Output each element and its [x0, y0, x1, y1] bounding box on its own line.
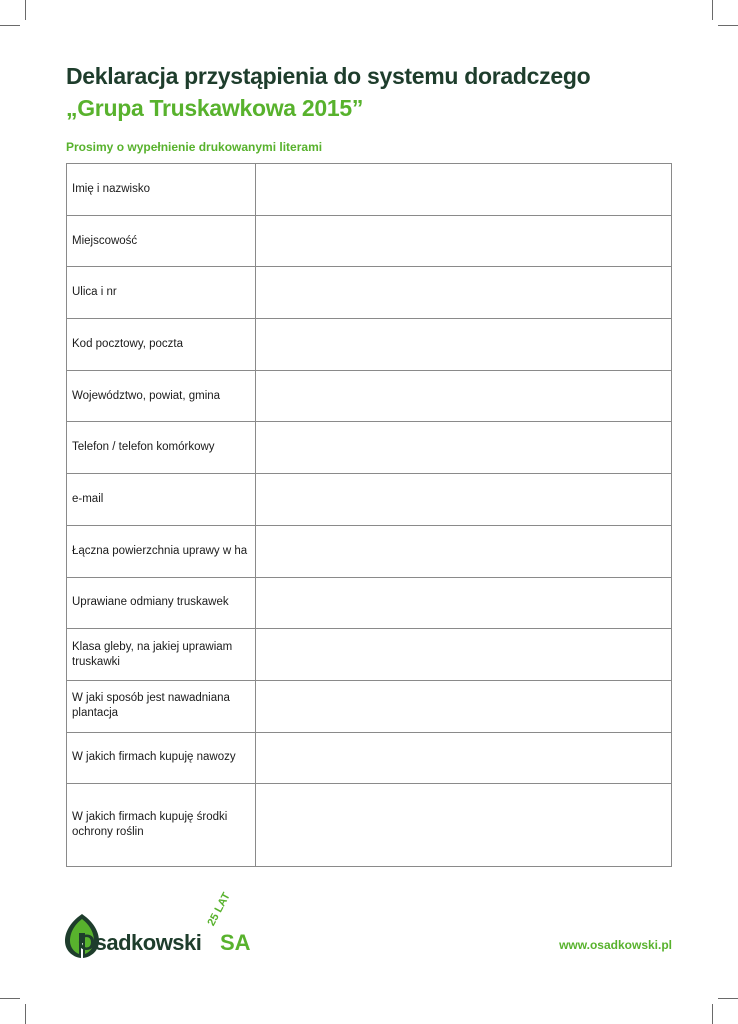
- logo-suffix: SA: [220, 930, 251, 955]
- form-row-field[interactable]: [255, 784, 671, 867]
- form-row: [67, 164, 672, 216]
- instruction-text: Prosimy o wypełnienie drukowanymi literami: [66, 140, 323, 154]
- crop-mark: [718, 25, 738, 26]
- form-row: [67, 422, 672, 474]
- form-row: [67, 577, 672, 629]
- crop-mark: [25, 1004, 26, 1024]
- crop-mark: [718, 998, 738, 999]
- form-row-label: Ulica i nr: [67, 267, 256, 319]
- form-row: [67, 732, 672, 784]
- form-row: [67, 474, 672, 526]
- crop-mark: [712, 1004, 713, 1024]
- form-row-field[interactable]: [255, 474, 671, 526]
- form-row-field[interactable]: [255, 732, 671, 784]
- form-row: [67, 370, 672, 422]
- form-row-label: Łączna powierzchnia uprawy w ha: [67, 525, 256, 577]
- form-row-field[interactable]: [255, 422, 671, 474]
- form-row-label: W jaki sposób jest nawadniana plantacja: [67, 680, 256, 732]
- form-row-label: W jakich firmach kupuję środki ochrony roślin: [67, 784, 256, 867]
- form-row-label: Uprawiane odmiany truskawek: [67, 577, 256, 629]
- form-row: [67, 215, 672, 267]
- form-row-field[interactable]: [255, 629, 671, 681]
- form-row-label: Kod pocztowy, poczta: [67, 319, 256, 371]
- page-title: [66, 60, 590, 124]
- form-row-field[interactable]: [255, 164, 671, 216]
- form-row-label: W jakich firmach kupuję nawozy: [67, 732, 256, 784]
- form-row-label: e-mail: [67, 474, 256, 526]
- logo-anniversary-badge: 25 LAT: [205, 890, 233, 928]
- declaration-form-table: [66, 163, 672, 867]
- form-row-field[interactable]: [255, 267, 671, 319]
- form-row-field[interactable]: [255, 319, 671, 371]
- website-link[interactable]: www.osadkowski.pl: [559, 938, 672, 952]
- form-row-field[interactable]: [255, 370, 671, 422]
- form-row-field[interactable]: [255, 215, 671, 267]
- title-line-1: Deklaracja przystąpienia do systemu doradczego: [66, 63, 591, 89]
- crop-mark: [25, 0, 26, 20]
- form-row: [67, 629, 672, 681]
- form-row-label: Miejscowość: [67, 215, 256, 267]
- form-row-field[interactable]: [255, 577, 671, 629]
- form-row-field[interactable]: [255, 680, 671, 732]
- form-row-field[interactable]: [255, 525, 671, 577]
- form-row: [67, 267, 672, 319]
- crop-mark: [0, 998, 20, 999]
- form-row: [67, 680, 672, 732]
- crop-mark: [712, 0, 713, 20]
- form-row-label: Województwo, powiat, gmina: [67, 370, 256, 422]
- form-row-label: Klasa gleby, na jakiej uprawiam truskawki: [67, 629, 256, 681]
- crop-mark: [0, 25, 20, 26]
- form-row: [67, 525, 672, 577]
- title-line-2: „Grupa Truskawkowa 2015”: [66, 95, 364, 121]
- form-row: [67, 784, 672, 867]
- form-row-label: Imię i nazwisko: [67, 164, 256, 216]
- form-row-label: Telefon / telefon komórkowy: [67, 422, 256, 474]
- logo-wordmark: Osadkowski: [78, 930, 202, 955]
- form-row: [67, 319, 672, 371]
